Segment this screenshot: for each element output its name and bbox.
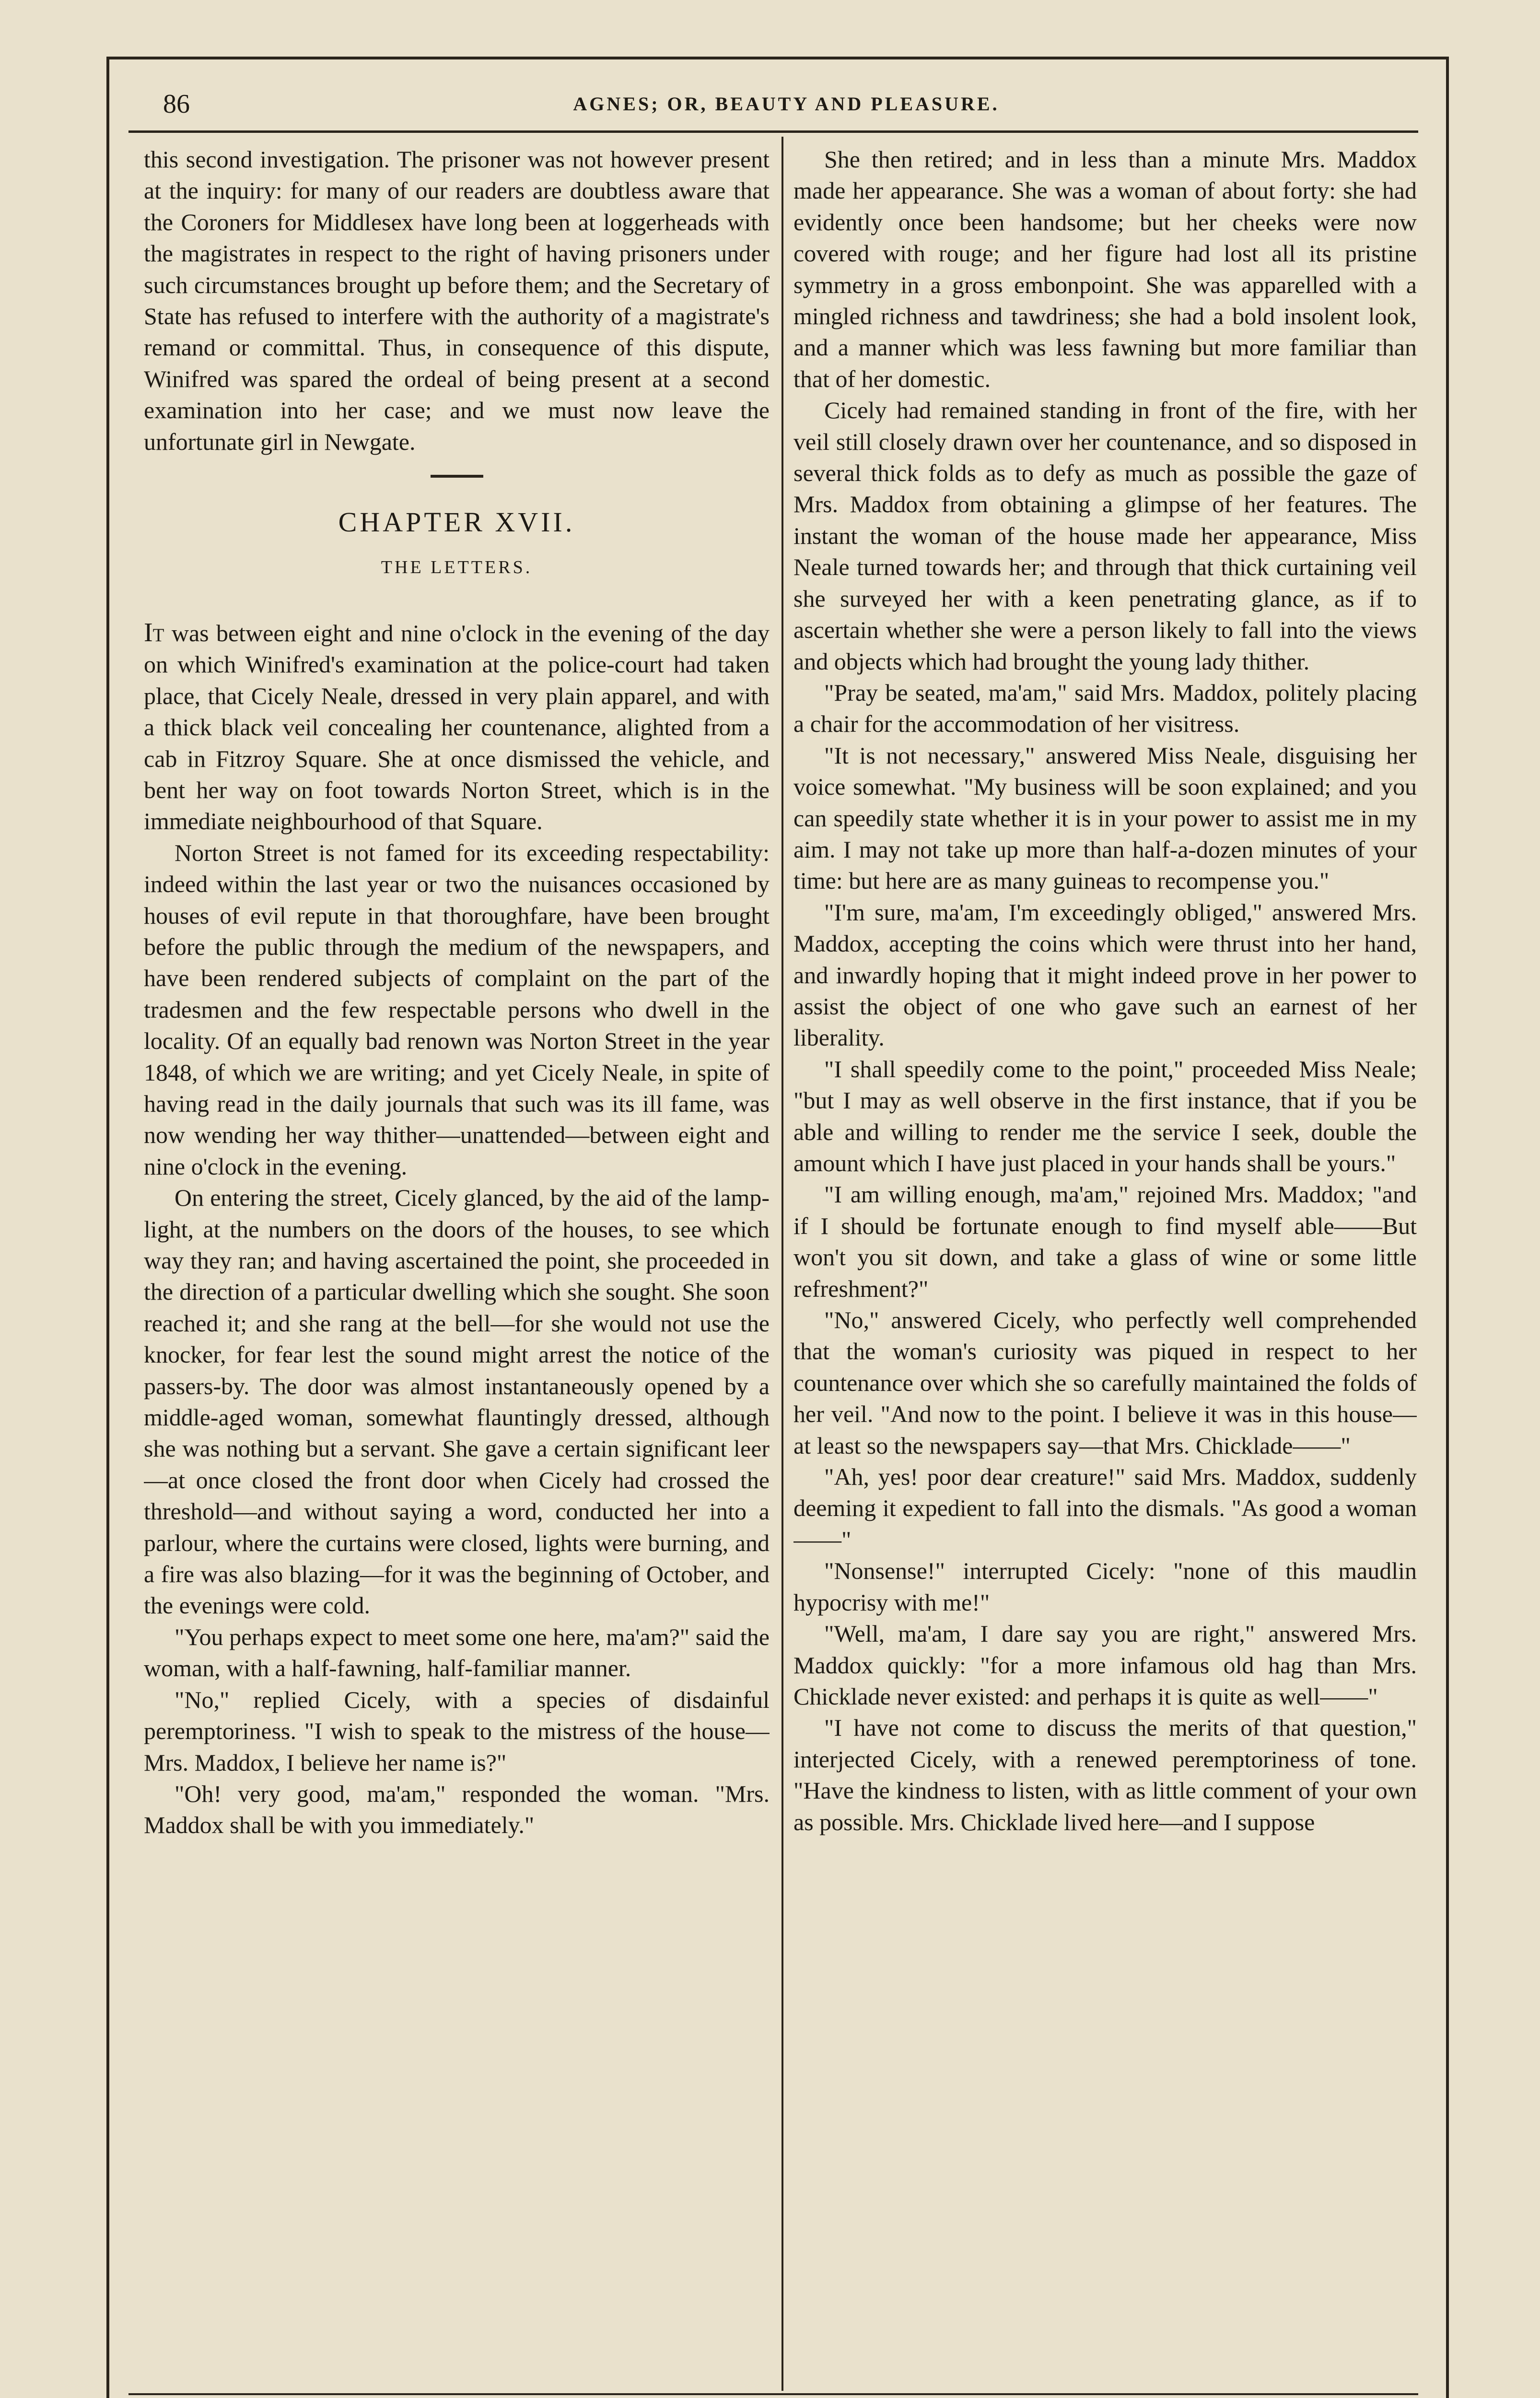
paragraph: this second investigation. The prisoner was not however present at the inquiry: for many of our readers are doubtless aware that the Coroners for Middlesex have long been at loggerheads with the magistrates in respect to the right of having prisoners under such circumstances brought up before them; and the Secretary of State has refused to interfere with the authority of a magistrate's remand or committal. Thus, in consequence of this dispute, Winifred was spared the ordeal of being present at a second examination into her case; and we must now leave the unfortunate girl in Newgate. bbox=[144, 146, 770, 455]
chapter-subtitle: THE LETTERS. bbox=[381, 557, 533, 578]
page-number: 86 bbox=[163, 89, 190, 119]
chapter-first-paragraph bbox=[144, 617, 770, 837]
column-divider bbox=[782, 137, 783, 2391]
page-header bbox=[144, 84, 1429, 122]
paragraph: "I have not come to discuss the merits of that question," interjected Cicely, with a renewed peremptoriness of tone. "Have the kindness to listen, with as little comment of your own as possible. Mrs. Chicklade lived here—and I suppose bbox=[793, 1714, 1417, 1835]
right-column bbox=[793, 144, 1417, 2374]
paragraph: She then retired; and in less than a minute Mrs. Maddox made her appearance. She was a woman of about forty: she had evidently once been handsome; but her cheeks were now covered with rouge; and her figure had lost all its pristine symmetry in a gross embonpoint. She was apparelled with a mingled richness and tawdriness; she had a bold insolent look, and a manner which was less fawning but more familiar than that of her domestic. bbox=[793, 146, 1417, 392]
paragraph: "I shall speedily come to the point," proceeded Miss Neale; "but I may as well observe in the first instance, that if you be able and willing to render me the service I seek, double the amount which I have just placed in your hands shall be yours." bbox=[793, 1055, 1417, 1176]
paragraph: Cicely had remained standing in front of the fire, with her veil still closely drawn over her countenance, and so disposed in several thick folds as to defy as much as possible the gaze of Mrs. Maddox from obtaining a glimpse of her features. The instant the woman of the house made her appearance, Miss Neale turned towards her; and through that thick curtaining veil she surveyed her with a keen penetrating glance, as if to ascertain whether she were a person likely to fall into the views and objects which had brought the young lady thither. bbox=[793, 397, 1417, 675]
paragraph: Norton Street is not famed for its exceeding respectability: indeed within the last year or two the nuisances occasioned by houses of evil repute in that thoroughfare, have been brought before the public through the medium of the newspapers, and have been rendered subjects of complaint on the part of the tradesmen and the few respectable persons who dwell in the locality. Of an equally bad renown was Norton Street in the year 1848, of which we are writing; and yet Cicely Neale, in spite of having read in the daily journals that such was its ill fame, was now wending her way thither—unattended—between eight and nine o'clock in the evening. bbox=[144, 839, 770, 1180]
paragraph: "I'm sure, ma'am, I'm exceedingly obliged," answered Mrs. Maddox, accepting the coins which were thrust into her hand, and inwardly hoping that it might indeed prove in her power to assist the object of one who gave such an earnest of her liberality. bbox=[793, 898, 1417, 1051]
paragraph: "Well, ma'am, I dare say you are right," answered Mrs. Maddox quickly: "for a more infamous old hag than Mrs. Chicklade never existed: and perhaps it is quite as well——" bbox=[793, 1620, 1417, 1710]
header-rule bbox=[128, 130, 1418, 133]
left-column bbox=[144, 144, 770, 2374]
paragraph: "I am willing enough, ma'am," rejoined Mrs. Maddox; "and if I should be fortunate enough to find myself able——But won't you sit down, and take a glass of wine or some little refreshment?" bbox=[793, 1181, 1417, 1302]
paragraph: "Ah, yes! poor dear creature!" said Mrs. Maddox, suddenly deeming it expedient to fall into the dismals. "As good a woman——" bbox=[793, 1463, 1417, 1553]
paragraph: "Oh! very good, ma'am," responded the woman. "Mrs. Maddox shall be with you immediately." bbox=[144, 1780, 770, 1839]
paragraph: "No," replied Cicely, with a species of disdainful peremptoriness. "I wish to speak to the mistress of the house—Mrs. Maddox, I believe her name is?" bbox=[144, 1686, 770, 1776]
paragraph: On entering the street, Cicely glanced, by the aid of the lamp-light, at the numbers on the doors of the houses, to see which way they ran; and having ascertained the point, she proceeded in the direction of a particular dwelling which she sought. She soon reached it; and she rang at the bell—for she would not use the knocker, for fear lest the sound might arrest the notice of the passers-by. The door was almost instantaneously opened by a middle-aged woman, somewhat flauntingly dressed, although she was nothing but a servant. She gave a certain significant leer—at once closed the front door when Cicely had crossed the threshold—and without saying a word, conducted her into a parlour, where the curtains were closed, lights were burning, and a fire was also blazing—for it was the beginning of October, and the evenings were cold. bbox=[144, 1184, 770, 1619]
chapter-heading: CHAPTER XVII. bbox=[338, 506, 575, 538]
paragraph: "Nonsense!" interrupted Cicely: "none of this maudlin hypocrisy with me!" bbox=[793, 1557, 1417, 1616]
paragraph: "Pray be seated, ma'am," said Mrs. Maddox, politely placing a chair for the accommodation of her visitress. bbox=[793, 679, 1417, 738]
paragraph: "You perhaps expect to meet some one here, ma'am?" said the woman, with a half-fawning, half-familiar manner. bbox=[144, 1623, 770, 1682]
chapter-separator bbox=[431, 475, 483, 478]
running-title: AGNES; OR, BEAUTY AND PLEASURE. bbox=[573, 93, 1000, 115]
first-paragraph-text: was between eight and nine o'clock in the evening of the day on which Winifred's examination at the police-court had taken place, that Cicely Neale, dressed in very plain apparel, and with a thick black veil concealing her countenance, alighted from a cab in Fitzroy Square. She at once dismissed the vehicle, and bent her way on foot towards Norton Street, which is in the immediate neighbourhood of that Square. bbox=[144, 619, 770, 835]
footer-rule bbox=[128, 2393, 1418, 2395]
opening-word: It bbox=[144, 617, 164, 647]
paragraph: "It is not necessary," answered Miss Neale, disguising her voice somewhat. "My business will be soon explained; and you can speedily state whether it is in your power to assist me in my aim. I may not take up more than half-a-dozen minutes of your time: but here are as many guineas to recompense you." bbox=[793, 741, 1417, 894]
paragraph: "No," answered Cicely, who perfectly well comprehended that the woman's curiosity was piqued in respect to her countenance over which she so carefully maintained the folds of her veil. "And now to the point. I believe it was in this house—at least so the newspapers say—that Mrs. Chicklade——" bbox=[793, 1306, 1417, 1459]
